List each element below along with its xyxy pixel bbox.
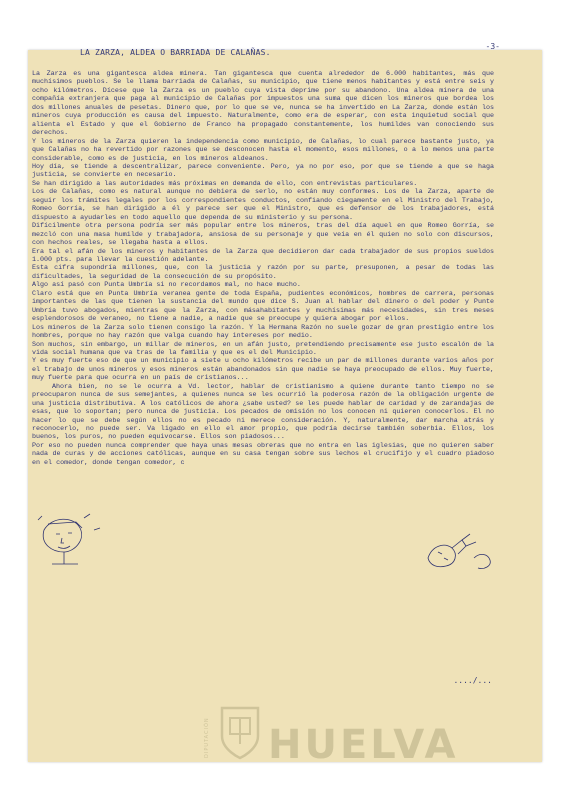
hand-drawn-face-sketch xyxy=(34,512,104,572)
paragraph: Era tal el afán de los mineros y habitantes de la Zarza que decidieron dar cada trabajador de sus propios sueldos 1.000 pts. para llevar la cuestión adelante. xyxy=(32,247,494,264)
paragraph: Por eso no pueden nunca comprender que haya unas mesas obreras que no entra en las iglesias, que no quieren saber nada de curas y de acciones católicas, aunque en su casa tengan sobre sus lechos el crucifijo y el cuadro piadoso en el comedor, donde tengan comedor, c xyxy=(32,441,494,467)
page-number: -3- xyxy=(485,42,500,51)
watermark-side-text: DIPUTACIÓN xyxy=(204,717,210,758)
paragraph: Y es muy fuerte eso de que un municipio a siete u ocho kilómetros recibe un par de millones durante varios años por el trabajo de unos mineros y esos mineros están abandonados sin que nadie se haya preocupado de ellos. Muy fuerte, muy fuerte para que ocurra en un país de cristianos... xyxy=(32,357,494,383)
paragraph: Los de Calañas, como es natural aunque no debiera de serlo, no están muy conformes. Los de la Zarza, aparte de seguir los trámites legales por los correspondientes conductos, confiando ciegamente en el Ministro del Trabajo, Romeo Gorría, se han dirigido a él y parece ser que el Ministro, que es defensor de los trabajadores, está dispuesto a ayudarles en todo aquello que dependa de su ministerio y su persona. xyxy=(32,188,494,222)
document-body xyxy=(32,70,494,467)
paragraph: Los mineros de la Zarza solo tienen consigo la razón. Y la Hermana Razón no suele gozar de gran prestigio entre los hombres, porque no hay razón que valga cuando hay intereses por medio. xyxy=(32,323,494,341)
continuation-mark: ..../... xyxy=(453,676,492,685)
coat-of-arms-watermark xyxy=(218,704,262,760)
paragraph: Y los mineros de la Zarza quieren la independencia como municipio, de Calañas, lo cual parece bastante justo, ya que Calañas no ha revertido por razones que se desconocen hasta el momento, esos millones, o a lo menos una parte considerable, como es de justicia, en los mineros aldeanos. xyxy=(32,137,494,163)
document-title: LA ZARZA, ALDEA O BARRIADA DE CALAÑAS. xyxy=(80,48,271,57)
paragraph: Son muchos, sin embargo, un millar de mineros, en un afán justo, pretendiendo precisamente ese justo escalón de la vida social humana que va tras de la familia y que es el del Municipio. xyxy=(32,340,494,357)
paragraph: Algo así pasó con Punta Umbría si no recordamos mal, no hace mucho. xyxy=(32,281,301,290)
paragraph: Ahora bien, no se le ocurra a Vd. lector, hablar de cristianismo a quiene durante tanto tiempo no se preocuparon nunca de sus semejantes, a quienes nunca se les ocurrió la poderosa razón de la obligación urgente de una justicia distributiva. A los católicos de ahora ¿sabe usted? se les puede hablar de caridad y de zarandajas de esas, que lo soportan; pero nunca de justicia. Los pecados de omisión no los conocen ni quieren conocerlos. El no hacer lo que se debe según ellos no es pecado ni merece consideración. Y, naturalmente, dar marcha atrás y reconocerlo, no puede ser. Va ligado en ello el amor propio, que podría decirse también soberbia. Ellos, los buenos, los puros, no pueden equivocarse. Ellos son piadosos... xyxy=(32,382,494,442)
hand-drawn-hands-sketch xyxy=(418,528,498,578)
paragraph: La Zarza es una gigantesca aldea minera. Tan gigantesca que cuenta alrededor de 6.000 habitantes, más que muchísimos pueblos. Se le llama barriada de Calañas, su municipio, que tiene menos habitantes y está entre seis y ocho kilómetros. Dícese que la Zarza es un pueblo cuya vista deprime por su abandono. Una aldea minera de una compañía extranjera que paga al municipio de Calañas por impuestos una suma que dicen los mineros que bordea los dos millones anuales de pesetas. Dinero que, por lo que se ve, nunca se ha invertido en La Zarza, donde están los mineros cuya producción es causa del impuesto. Naturalmente, como era de esperar, con esta inquietud social que alienta el Estado y que el Gobierno de Franco ha propagado constantemente, los humildes van conociendo sus derechos. xyxy=(32,70,494,138)
watermark-text: HUELVA xyxy=(268,722,459,768)
paragraph: Claro está que en Punta Umbría veranea gente de toda España, pudientes económicos, hombres de carrera, personas importantes de las que tienen la sustancia del mundo que dice S. Juan al hablar del dinero o del poder y Punte Umbría tuvo abogados, mientras que la Zarza, con másahabitantes y muchísimas más necesidades, sin tres meses esplendorosos de veraneo, no tiene a nadie, a nadie que se preocupe y quiera abogar por ellos. xyxy=(32,289,494,324)
paragraph: Hoy día, se tiende a descentralizar, parece conveniente. Pero, ya no por eso, por que se tiende a que se haga justicia, se convierte en necesario. xyxy=(32,162,494,180)
paragraph: Se han dirigido a las autoridades más próximas en demanda de ello, con entrevistas particulares. xyxy=(32,179,418,188)
paragraph: Esta cifra supondría millones, que, con la justicia y razón por su parte, presuponen, a pesar de todas las dificultades, la seguridad de la consecución de su propósito. xyxy=(32,264,494,281)
paragraph: Difícilmente otra persona podría ser más popular entre los mineros, tras del día aquel en que Romeo Gorría, se mezcló con una masa humilde y trabajadora, ansiosa de su personaje y que veía en él quien no solo con discursos, con hechos reales, se llegaba hasta a ellos. xyxy=(32,222,494,248)
